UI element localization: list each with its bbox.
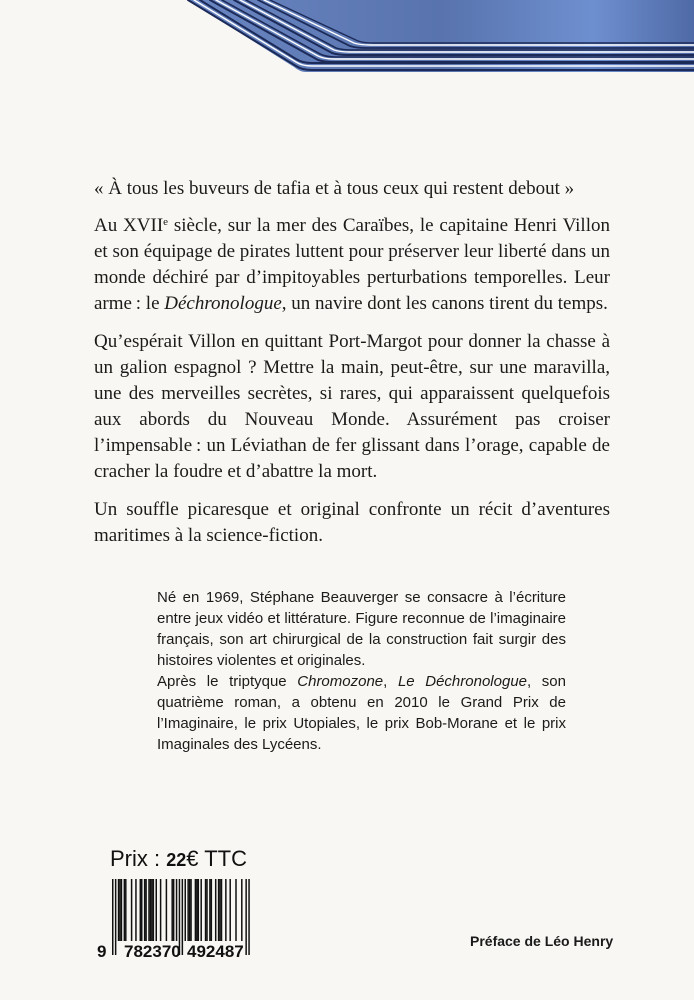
bio-paragraph-2 bbox=[157, 671, 566, 755]
barcode-bar bbox=[229, 879, 231, 941]
barcode-bar bbox=[166, 879, 168, 941]
barcode-bar bbox=[151, 879, 153, 941]
back-cover-content bbox=[0, 80, 694, 975]
price-and-barcode bbox=[97, 845, 267, 962]
barcode-right-group: 492487 bbox=[187, 942, 244, 961]
barcode-bar bbox=[140, 879, 142, 941]
barcode-bar bbox=[205, 879, 207, 941]
barcode-bar bbox=[215, 879, 217, 941]
century-superscript: e bbox=[163, 216, 169, 228]
barcode-bar bbox=[200, 879, 202, 941]
barcode-bar bbox=[235, 879, 237, 941]
barcode-bar bbox=[209, 879, 211, 941]
barcode-bar bbox=[241, 879, 243, 941]
barcode-bar bbox=[171, 879, 173, 941]
bio-paragraph-1: Né en 1969, Stéphane Beauverger se consacre à l’écriture entre jeux vidéo et littérature. Figure reconnue de l’imaginaire français, son art chirurgical de la construction fait surgir des histoires violentes et originales. bbox=[157, 589, 566, 669]
barcode-bar bbox=[176, 879, 178, 941]
bio-p2-end: , son quatrième roman, a obtenu en 2010 le Grand Prix de l’Imaginaire, le prix Utopiales, le prix Bob-Morane et le prix Imaginales des Lycéens. bbox=[157, 673, 566, 753]
barcode-bar bbox=[118, 879, 120, 941]
bio-p2-start: Après le triptyque bbox=[157, 673, 298, 690]
author-bio bbox=[157, 587, 566, 755]
barcode-bar bbox=[187, 879, 189, 941]
bio-title-dechronologue: Le Déchronologue bbox=[397, 673, 528, 690]
barcode-bar bbox=[248, 879, 250, 955]
barcode-bar bbox=[119, 879, 121, 941]
barcode-bar bbox=[173, 879, 175, 941]
bio-separator: , bbox=[383, 673, 398, 690]
preface-credit: Préface de Léo Henry bbox=[470, 933, 614, 949]
barcode-bar bbox=[189, 879, 191, 941]
blurb-p1-middle: siècle, sur la mer des Caraïbes, le capitaine Henri Villon et son équipage de pirates luttent pour préserver leur liberté dans un monde déchiré par d’impitoyables perturbations temporelles. Leur arme : le bbox=[94, 215, 610, 314]
barcode-lead-digit: 9 bbox=[97, 942, 107, 961]
barcode-bar bbox=[153, 879, 155, 941]
barcode-bar bbox=[156, 879, 158, 941]
blurb-p1-start: Au XVII bbox=[94, 215, 164, 236]
barcode-bar bbox=[135, 879, 137, 941]
barcode-bar bbox=[198, 879, 200, 941]
barcode-bar bbox=[219, 879, 221, 941]
barcode-bar bbox=[131, 879, 133, 941]
barcode-digits bbox=[97, 942, 267, 962]
blurb-paragraph-3: Un souffle picaresque et original confronte un récit d’aventures maritimes à la science-fiction. bbox=[94, 499, 610, 546]
epigraph: « À tous les buveurs de tafia et à tous ceux qui restent debout » bbox=[94, 178, 575, 199]
barcode-bar bbox=[141, 879, 143, 941]
price-label bbox=[110, 845, 267, 874]
blurb-p1-end: , un navire dont les canons tirent du temps. bbox=[281, 293, 608, 314]
price-prefix: Prix : bbox=[110, 846, 167, 871]
cover-banner-graphic bbox=[0, 0, 694, 80]
barcode-bar bbox=[245, 879, 247, 955]
barcode-bar bbox=[125, 879, 127, 941]
barcode-bar bbox=[211, 879, 213, 941]
barcode-bar bbox=[206, 879, 208, 941]
price-suffix: TTC bbox=[198, 846, 247, 871]
barcode-bar bbox=[160, 879, 162, 941]
barcode-bar bbox=[121, 879, 123, 941]
bio-title-chromozone: Chromozone bbox=[297, 673, 384, 690]
price-amount: 22 bbox=[166, 850, 187, 870]
barcode-bar bbox=[145, 879, 147, 941]
blurb-paragraph-1 bbox=[94, 213, 610, 317]
barcode-bar bbox=[196, 879, 198, 941]
blurb-paragraph-2: Qu’espérait Villon en quittant Port-Margot pour donner la chasse à un galion espagnol ? Mettre la main, peut-être, sur une maravilla, une des merveilles secrètes, si rares, qui apparaissent quelquefois aux abords du Nouveau Monde. Assurément pas croiser l’impensable : un Léviathan de fer glissant dans l’orage, capable de cracher la foudre et d’abattre la mort. bbox=[94, 331, 610, 482]
barcode-bar bbox=[195, 879, 197, 941]
barcode-bar bbox=[218, 879, 220, 941]
barcode-left-group: 782370 bbox=[124, 942, 181, 961]
price-currency: € bbox=[186, 846, 199, 871]
back-cover-blurb bbox=[94, 176, 610, 549]
barcode-bar bbox=[221, 879, 223, 941]
barcode-bar bbox=[225, 879, 227, 941]
barcode-bar bbox=[144, 879, 146, 941]
barcode-bar bbox=[185, 879, 187, 941]
barcode-bar bbox=[150, 879, 152, 941]
back-cover-footer bbox=[0, 845, 694, 975]
barcode-bar bbox=[190, 879, 192, 941]
barcode-bar bbox=[124, 879, 126, 941]
book-title-italic: Déchronologue bbox=[164, 293, 282, 314]
barcode-bar bbox=[148, 879, 150, 941]
